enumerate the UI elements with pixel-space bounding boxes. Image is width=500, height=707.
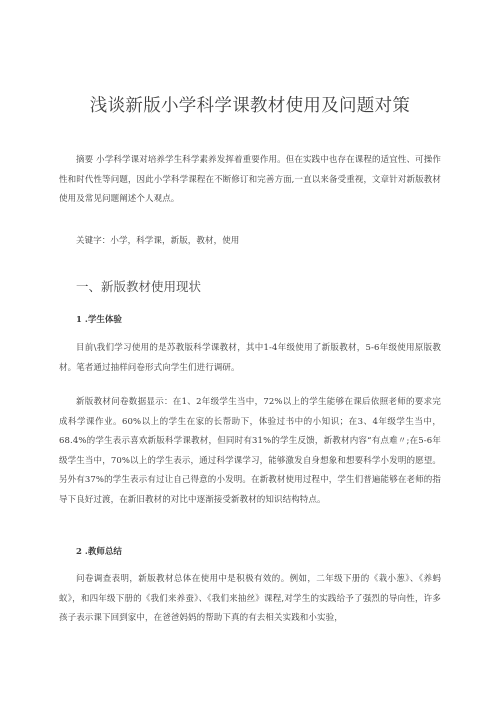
section-heading-1: 一、新版教材使用现状 <box>76 279 202 294</box>
document-title: 浅谈新版小学科学课教材使用及问题对策 <box>89 96 411 116</box>
abstract-paragraph: 摘要 小学科学课对培养学生科学素养发挥着重要作用。但在实践中也存在课程的适宜性、可操作性和时代性等问题，因此小学科学课程在不断修订和完善方面,一直以来备受重视，文章针对新版教材使用及常见问题阐述个人观点。 <box>59 155 441 204</box>
keywords-line: 关键字：小学，科学课，新版，教材，使用 <box>76 236 240 246</box>
subsection-heading-student-experience: 1 .学生体验 <box>76 315 122 325</box>
body-paragraph: 问卷调查表明，新版教材总体在使用中是积极有效的。例如，二年级下册的《栽小葱》、《养蚂蚁》，和四年级下册的《我们来养蚕》、《我们来抽丝》课程,对学生的实践给予了强烈的导向性，许多孩子表示课下回到家中，在爸爸妈妈的帮助下真的有去相关实践和小实验， <box>59 574 441 623</box>
body-paragraph: 目前\我们学习使用的是苏教版科学课教材，其中1-4年级使用了新版教材，5-6年级使用原版教材。笔者通过抽样问卷形式向学生们进行调研。 <box>59 343 441 373</box>
body-paragraph: 新版教材问卷数据显示：在1、2年级学生当中，72%以上的学生能够在课后依照老师的要求完成科学课作业。60%以上的学生在家的长帮助下，体验过书中的小知识；在3、4年级学生当中，68.4%的学生表示喜欢新版科学课教材，但同时有31%的学生反馈，新教材内容“有点难〃;在5-6年级学生当中，70%以上的学生表示，通过科学课学习，能够激发自身想象和想要科学小发明的愿望。另外有37%的学生表示有过让自己得意的小发明。在新教材使用过程中，学生们普遍能够在老师的指导下良好过渡，在新旧教材的对比中逐渐接受新教材的知识结构特点。 <box>59 397 441 505</box>
subsection-heading-teacher-summary: 2 .教师总结 <box>76 547 122 557</box>
